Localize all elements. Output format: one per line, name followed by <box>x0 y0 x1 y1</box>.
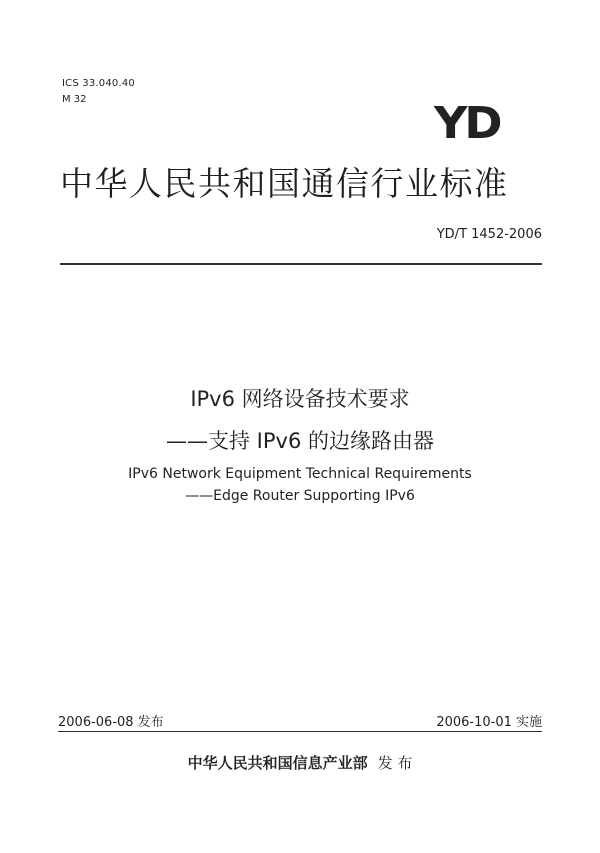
title-en-line2: ——Edge Router Supporting IPv6 <box>185 488 415 504</box>
title-en-line1: IPv6 Network Equipment Technical Requirements <box>128 466 472 482</box>
header-divider <box>60 263 542 265</box>
issue-date: 2006-06-08 发布 <box>58 715 164 730</box>
publisher-line <box>0 752 600 773</box>
standard-number: YD/T 1452-2006 <box>436 227 542 242</box>
implementation-date: 2006-10-01 实施 <box>436 715 542 730</box>
org-title: 中华人民共和国通信行业标准 <box>60 164 509 203</box>
ccs-code: M 32 <box>62 94 87 105</box>
title-zh-line1: IPv6 网络设备技术要求 <box>190 387 410 411</box>
publisher-name: 中华人民共和国信息产业部 <box>187 754 368 772</box>
footer-divider <box>58 731 542 732</box>
title-zh-line2: ——支持 IPv6 的边缘路由器 <box>166 429 434 453</box>
ics-code: ICS 33.040.40 <box>62 78 135 89</box>
publish-word: 发 布 <box>377 754 413 772</box>
yd-logo: YD <box>434 98 500 149</box>
